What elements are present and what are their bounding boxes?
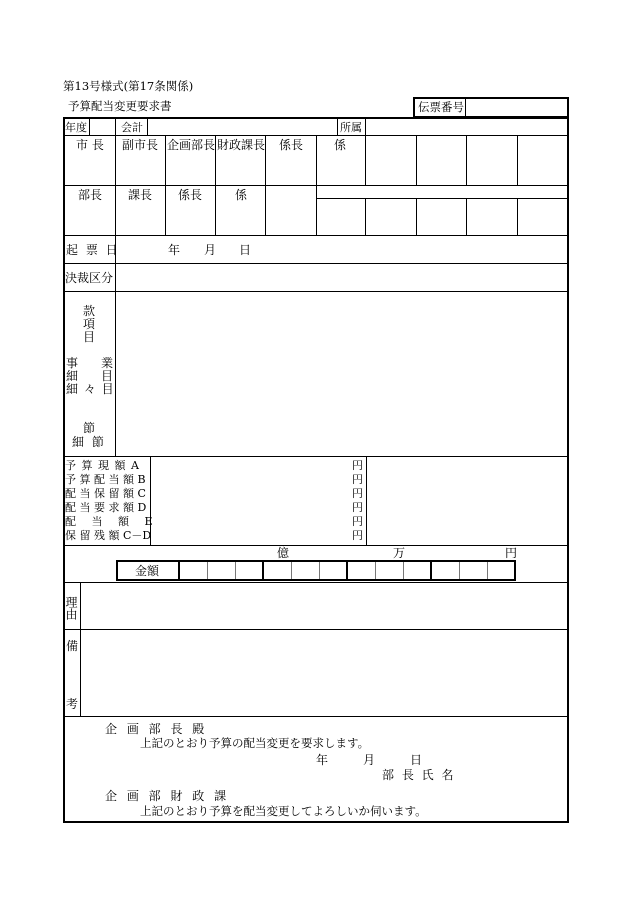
amount-unit-cd: 円: [352, 529, 363, 542]
money-man: 万: [393, 546, 406, 560]
footer-to-planning-director: 企 画 部 長 殿: [105, 722, 208, 736]
approval-section-head: 課長: [128, 188, 153, 202]
approval-planning-director: 企画部長: [167, 138, 216, 152]
class-kou: 項: [83, 317, 96, 331]
approval-chief: 係長: [279, 138, 304, 152]
issue-date-year: 年: [168, 243, 181, 257]
form-title: 予算配当変更要求書: [68, 99, 172, 113]
money-digit-box[interactable]: [116, 560, 516, 581]
approval-mayor: 市 長: [76, 138, 104, 152]
class-saimoku-right: 目: [101, 369, 114, 383]
footer-year: 年: [316, 753, 329, 767]
class-kan: 款: [83, 304, 96, 318]
amount-label-a: 予 算 現 額 A: [65, 459, 140, 472]
amount-unit-a: 円: [352, 459, 363, 472]
amount-label-c: 配 当 保 留 額 C: [65, 487, 146, 500]
money-amount-label: 金額: [135, 564, 160, 578]
footer-month: 月: [363, 753, 376, 767]
footer-request-text: 上記のとおり予算の配当変更を要求します。: [140, 736, 370, 750]
approval-department-head: 部長: [78, 188, 103, 202]
approval-chief-2: 係長: [178, 188, 203, 202]
year-label: 年度: [65, 121, 87, 134]
money-yen: 円: [505, 546, 518, 560]
form-number: 第13号様式(第17条関係): [63, 79, 194, 93]
class-saisaimoku: 細 々 目: [66, 382, 115, 396]
account-label: 会計: [121, 121, 143, 134]
remarks-bottom: 考: [66, 697, 79, 711]
approval-finance-manager: 財政課長: [217, 138, 266, 152]
amount-unit-c: 円: [352, 487, 363, 500]
approval-deputy-mayor: 副市長: [122, 138, 159, 152]
affiliation-label: 所属: [340, 121, 362, 134]
class-jigyou-left: 事: [66, 356, 79, 370]
approval-staff: 係: [334, 138, 347, 152]
amount-unit-b: 円: [352, 473, 363, 486]
remarks-top: 備: [66, 639, 79, 653]
issue-date-month: 月: [204, 243, 217, 257]
class-setsu: 節: [83, 421, 96, 435]
amount-label-d: 配 当 要 求 額 D: [65, 501, 147, 514]
amount-unit-e: 円: [352, 515, 363, 528]
decision-label: 決裁区分: [65, 271, 114, 285]
footer-day: 日: [410, 753, 423, 767]
money-oku: 億: [277, 546, 290, 560]
footer-director-name: 部 長 氏 名: [382, 768, 456, 782]
approval-staff-2: 係: [235, 188, 248, 202]
amount-unit-d: 円: [352, 501, 363, 514]
footer-approval-text: 上記のとおり予算を配当変更してよろしいか伺います。: [140, 804, 427, 818]
amount-label-cd: 保 留 残 額 C－D: [65, 529, 152, 542]
voucher-number-label: 伝票番号: [418, 100, 464, 114]
reason-label: 理由: [64, 596, 78, 620]
issue-date-label: 起 票 日: [66, 243, 120, 257]
class-saimoku-left: 細: [66, 369, 79, 383]
amount-label-b: 予 算 配 当 額 B: [65, 473, 146, 486]
issue-date-day: 日: [239, 243, 252, 257]
class-saisetsu: 細 節: [72, 435, 106, 449]
footer-to-finance-section: 企 画 部 財 政 課: [105, 789, 230, 803]
class-moku: 目: [83, 330, 96, 344]
amount-label-e: 配 当 額 E: [65, 515, 159, 528]
class-jigyou-right: 業: [101, 356, 114, 370]
